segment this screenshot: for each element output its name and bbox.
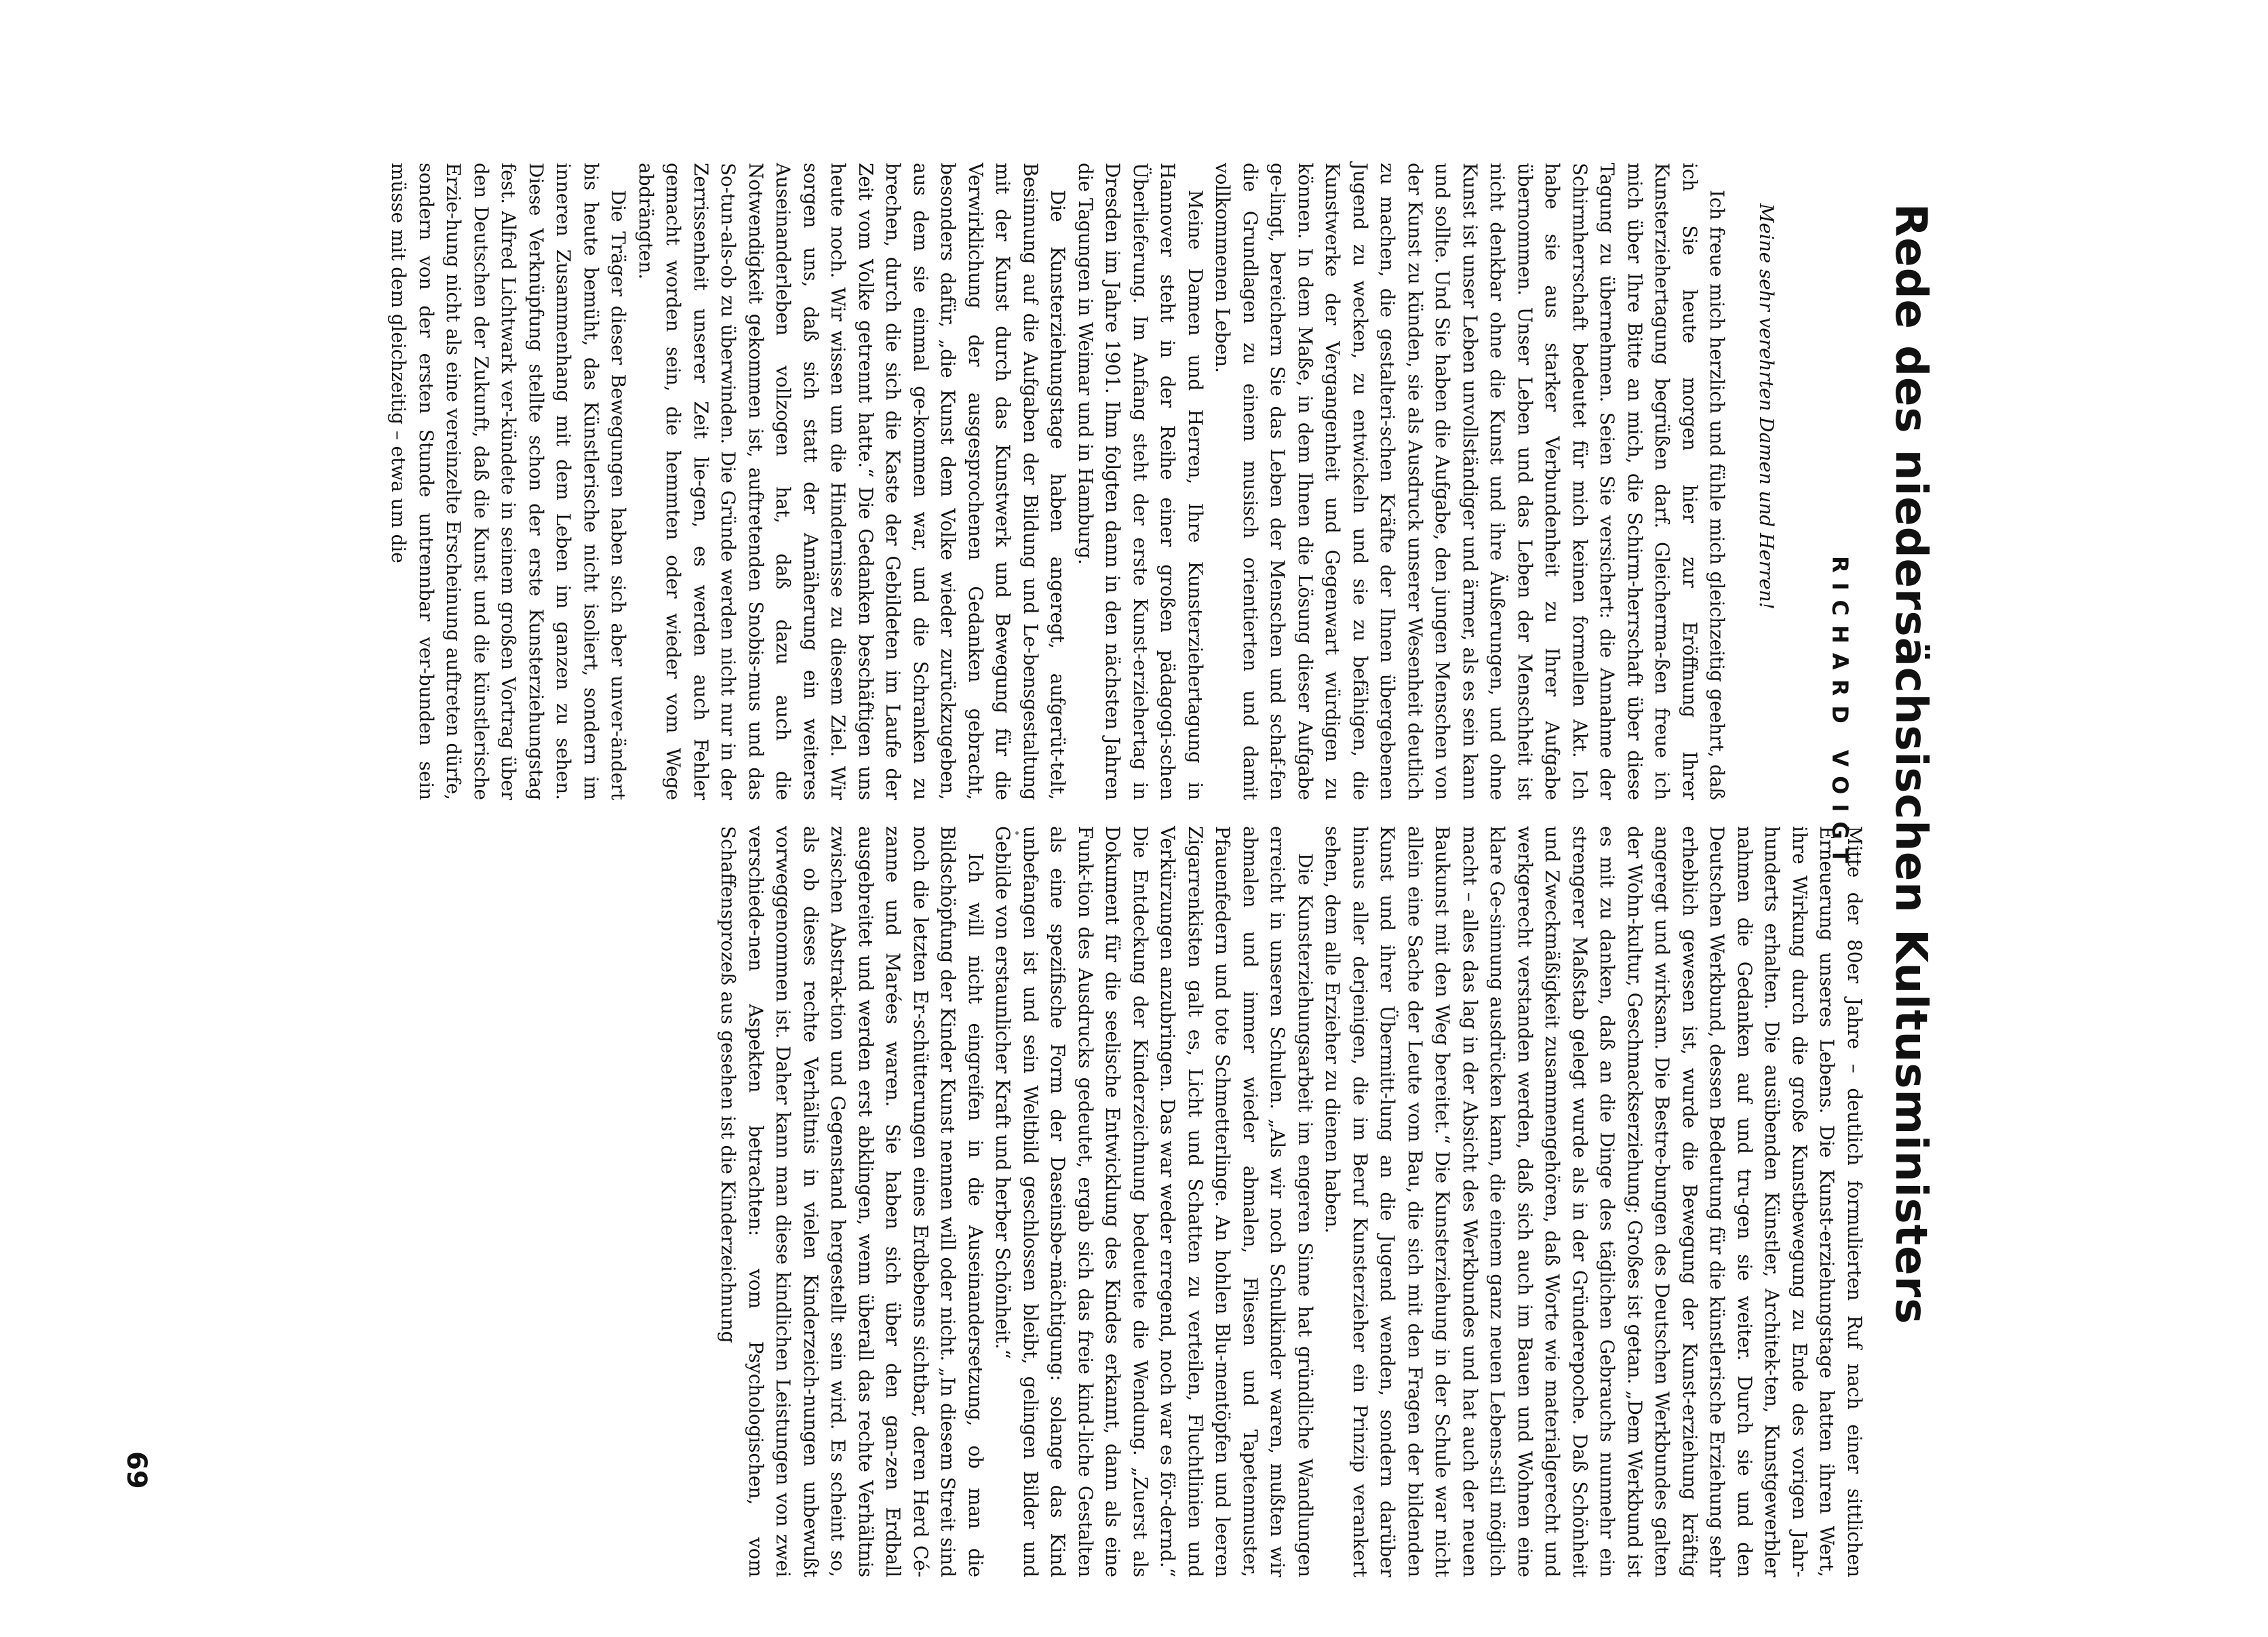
page-number: 69 [121, 1451, 152, 1489]
paragraph: Die Kunsterziehungsarbeit im engeren Sinne hat gründliche Wandlungen erreicht in unseren Schulen. „Als wir noch Schulkinder waren, mußten wir abmalen und immer wieder abmalen, Fliesen und Tapetenmuster, Pfauenfedern und tote Schmetterlinge. An hohlen Blu-mentöpfen und leeren Zigarrenkisten galt es, Licht und Schatten zu verteilen, Fluchtlinien und Verkürzungen anzubringen. Das war weder erregend, noch war es för-dernd.“ Die Entdeckung der Kinderzeichnung bedeutete die Wendung. „Zuerst als Dokument für die seelische Entwicklung des Kindes erkannt, dann als eine Funk-tion des Ausdrucks gedeutet, ergab sich das freie kind-liche Gestalten als eine spezifische Form der Daseinsbe-mächtigung: solange das Kind unbefangen ist und sein Weltbild geschlossen bleibt, gelingen Bilder und Gebilde von erstaunlicher Kraft und herber Schönheit.“ [992, 826, 1316, 1577]
article-title: Rede des niedersächsischen Kultusministers [1885, 203, 1936, 1325]
paragraph: Mitte der 80er Jahre – deutlich formulierten Ruf nach einer sittlichen Erneuerung unseres Lebens. Die Kunst-erziehungstage hatten ihren Wert, ihre Wirkung durch die große Kunstbewegung zu Ende des vorigen Jahr-hunderts erhalten. Die ausübenden Künstler, Architek-ten, Kunstgewerbler nahmen die Gedanken auf und tru-gen sie weiter. Durch sie und den Deutschen Werkbund, dessen Bedeutung für die künstlerische Erziehung sehr erheblich gewesen ist, wurde die Bewegung der Kunst-erziehung kräftig angeregt und wirksam. Die Bestre-bungen des Deutschen Werkbundes galten der Wohn-kultur, Geschmackserziehung; Großes ist getan. „Dem Werkbund ist es mit zu danken, daß an die Dinge des täglichen Gebrauchs nunmehr ein strengerer Maßstab gelegt wurde als in der Gründerepoche. Daß Schönheit und Zweckmäßigkeit zusammengehören, daß Worte wie materialgerecht und werkgerecht verstanden werden, daß sich auch im Bauen und Wohnen eine klare Ge-sinnung ausdrücken kann, die einem ganz neuen Lebens-stil möglich macht – alles das lag in der Absicht des Werkbundes und hat auch der neuen Baukunst mit den Weg bereitet.“ Die Kunsterziehung in der Schule war nicht allein eine Sache der Leute vom Bau, die sich mit den Fragen der bildenden Kunst und ihrer Übermitt-lung an die Jugend wenden, sondern darüber hinaus aller derjenigen, die im Beruf Kunsterzieher ein Prinzip verankert sehen, dem alle Erzieher zu dienen haben. [1321, 826, 1866, 1577]
paragraph: Ich will nicht eingreifen in die Auseinandersetzung, ob man die Bildschöpfung der Kinder Kunst nennen will oder nicht. „In diesem Streit sind noch die letzten Er-schütterungen eines Erdbebens sichtbar, deren Herd Cé-zanne und Marées waren. Sie haben sich über den gan-zen Erdball ausgebreitet und werden erst abklingen, wenn überall das rechte Verhältnis zwischen Abstrak-tion und Gegenstand hergestellt sein wird. Es scheint so, als ob dieses rechte Verhältnis in vielen Kinderzeich-nungen unbewußt vorweggenommen ist. Daher kann man diese kindlichen Leistungen von zwei verschiede-nen Aspekten betrachten: vom Psychologischen, vom Schaffensprozeß aus gesehen ist die Kinderzeichnung [717, 826, 987, 1577]
paragraph: Die Träger dieser Bewegungen haben sich aber unver-ändert bis heute bemüht, das Künstlerische nicht isoliert, sondern im inneren Zusammenhang mit dem Leben im ganzen zu sehen. Diese Verknüpfung stellte schon der erste Kunsterziehungstag fest. Alfred Lichtwark ver-kündete in seinem großen Vortrag über den Deutschen der Zukunft, daß die Kunst und die künstlerische Erzie-hung nicht als eine vereinzelte Erscheinung auftreten dürfe, sondern von der ersten Stunde untrennbar ver-bunden sein müsse mit dem gleichzeitig – etwa um die [387, 163, 630, 800]
left-column [385, 163, 1780, 914]
article-author: RICHARD VOIGT [1827, 556, 1853, 873]
paragraph: Die Kunsterziehungstage haben angeregt, aufgerüt-telt, Besinnung auf die Aufgaben der Bildung und Le-bensgestaltung mit der Kunst durch das Kunstwerk und Bewegung für die Verwirklichung der ausgesprochenen Gedanken gebracht, besonders dafür, „die Kunst dem Volke wieder zurückzugeben, aus dem sie einmal ge-kommen war, und die Schranken zu brechen, durch die sich die Kaste der Gebildeten im Laufe der Zeit vom Volke getrennt hatte.“ Die Gedanken beschäftigen uns heute noch. Wir wissen um die Hindernisse zu diesem Ziel. Wir sorgen uns, daß sich statt der Annäherung ein weiteres Auseinanderleben vollzogen hat, daß dazu auch die Notwendigkeit gekommen ist, auftretenden Snobis-mus und das So-tun-als-ob zu überwinden. Die Gründe werden nicht nur in der Zerrissenheit unserer Zeit lie-gen, es werden auch Fehler gemacht worden sein, die hemmten oder wieder vom Wege abdrängten. [635, 163, 1070, 800]
paragraph: Ich freue mich herzlich und fühle mich gleichzeitig geehrt, daß ich Sie heute morgen hier zur Eröffnung Ihrer Kunsterziehertagung begrüßen darf. Gleicherma-ßen freue ich mich über Ihre Bitte an mich, die Schirm-herrschaft über diese Tagung zu übernehmen. Seien Sie versichert: die Annahme der Schirmherrschaft bedeutet für mich keinen formellen Akt. Ich habe sie aus starker Verbundenheit zu Ihrer Aufgabe übernommen. Unser Leben und das Leben der Menschheit ist nicht denkbar ohne die Kunst und ihre Äußerungen, und ohne Kunst ist unser Leben unvollständiger und ärmer, als es sein kann und sollte. Und Sie haben die Aufgabe, den jungen Menschen von der Kunst zu künden, sie als Ausdruck unserer Wesenheit deutlich zu machen, die gestalteri-schen Kräfte der Ihnen übergebenen Jugend zu wecken, zu entwickeln und sie zu befähigen, die Kunstwerke der Vergangenheit und Gegenwart würdigen zu können. In dem Maße, in dem Ihnen die Lösung dieser Aufgabe ge-lingt, bereichern Sie das Leben der Menschen und schaf-fen die Grundlagen zu einem musisch orientierten und damit vollkommenen Leben. [1211, 163, 1729, 800]
salutation: Meine sehr verehrten Damen und Herren! [1755, 203, 1778, 610]
right-column [714, 826, 1868, 1577]
speck [1015, 831, 1019, 835]
paragraph: Meine Damen und Herren, Ihre Kunsterziehertagung in Hannover steht in der Reihe einer großen pädagogi-schen Überlieferung. Im Anfang steht der erste Kunst-erziehertag in Dresden im Jahre 1901. Ihm folgten dann in den nächsten Jahren die Tagungen in Weimar und in Hamburg. [1074, 163, 1207, 800]
